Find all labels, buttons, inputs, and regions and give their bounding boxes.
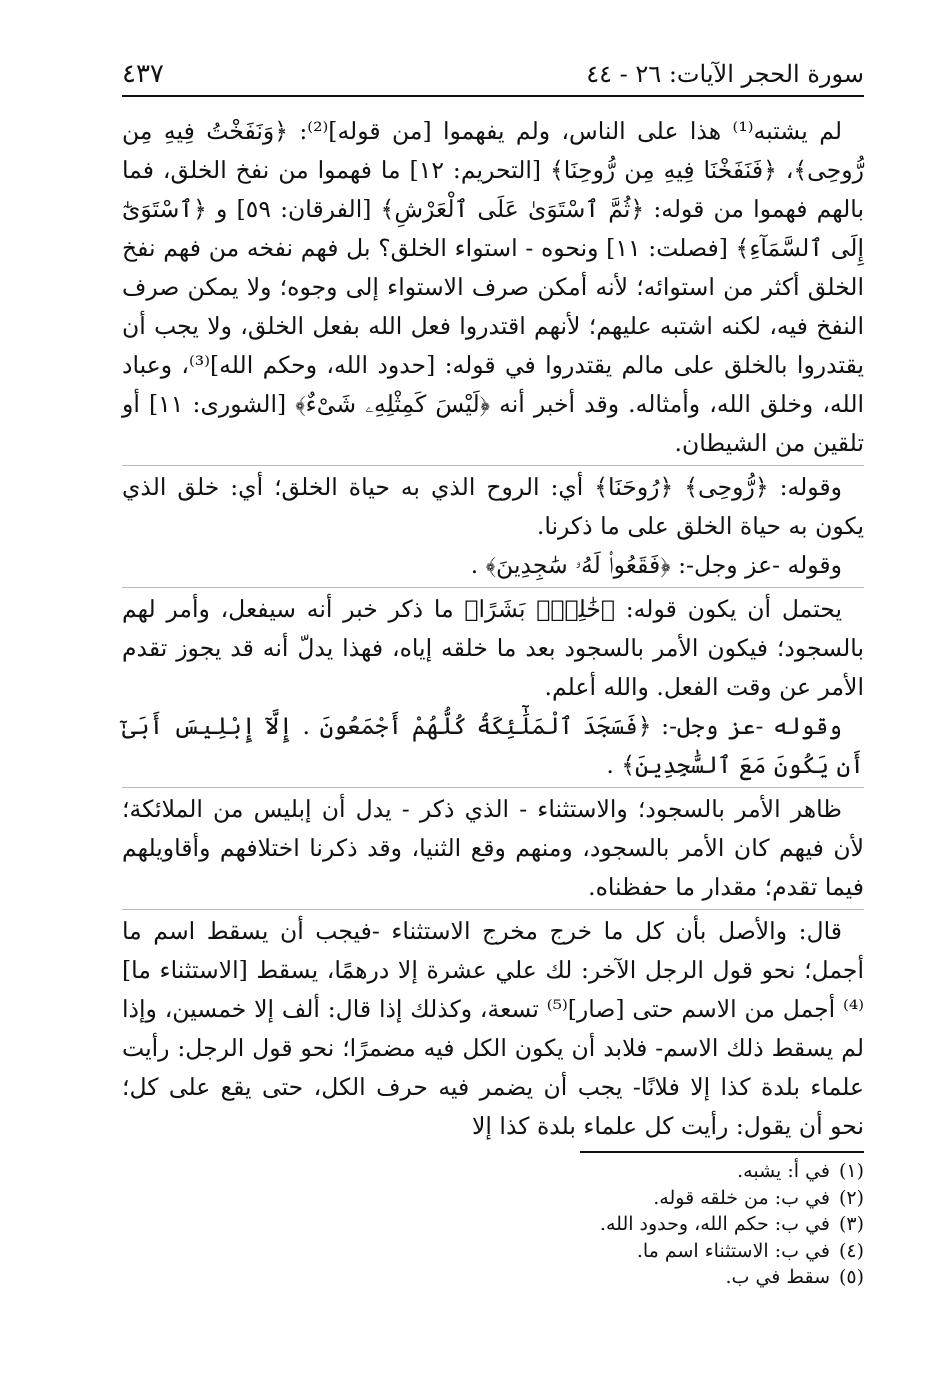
footnote bbox=[500, 1185, 864, 1212]
header-divider bbox=[122, 95, 864, 97]
footnote-text: سقط في ب. bbox=[725, 1266, 830, 1288]
footnote-number: (٣) bbox=[838, 1213, 864, 1235]
footnote-text: في ب: الاستثناء اسم ما. bbox=[636, 1239, 830, 1262]
main-text bbox=[122, 112, 864, 1146]
paragraph: وقوله: ﴿رُّوحِى﴾ ﴿رُوحَنَا﴾ أي: الروح الذي به حياة الخلق؛ أي: خلق الذي يكون به حياة الخلق على ما ذكرنا. bbox=[122, 465, 864, 546]
footnote bbox=[500, 1264, 864, 1291]
footnote-number: (٥) bbox=[838, 1266, 864, 1288]
paragraph: قال: والأصل بأن كل ما خرج مخرج الاستثناء -فيجب أن يسقط اسم ما أجمل؛ نحو قول الرجل الآخر: لك علي عشرة إلا درهمًا، يسقط [الاستثناء ما]⁽⁴⁾ أجمل من الاسم حتى [صار]⁽⁵⁾ تسعة، وكذلك إذا قال: ألف إلا خمسين، وإذا لم يسقط ذلك الاسم- فلابد أن يكون الكل فيه مضمرًا؛ نحو قول الرجل: رأيت علماء بلدة كذا إلا فلانًا- يجب أن يضمر فيه حرف الكل، حتى يقع على كل؛ نحو أن يقول: رأيت كل علماء بلدة كذا إلا bbox=[122, 909, 864, 1146]
chapter-title: سورة الحجر الآيات: ٢٦ - ٤٤ bbox=[586, 60, 864, 88]
page-number: ٤٣٧ bbox=[122, 59, 164, 89]
paragraph: وقوله -عز وجل-: ﴿فَقَعُوا۟ لَهُۥ سَٰجِدِينَ﴾ . bbox=[470, 551, 842, 579]
footnote-number: (٢) bbox=[838, 1186, 864, 1209]
footnote bbox=[500, 1158, 864, 1185]
footnotes bbox=[500, 1158, 864, 1291]
running-header bbox=[122, 54, 864, 94]
footnote-text: في ب: حكم الله، وحدود الله. bbox=[599, 1213, 830, 1235]
paragraph: ظاهر الأمر بالسجود؛ والاستثناء - الذي ذكر - يدل أن إبليس من الملائكة؛ لأن فيهم كان الأمر بالسجود، ومنهم وقع الثنيا، وقد ذكرنا اختلافهم وأقاويلهم فيما تقدم؛ مقدار ما حفظناه. bbox=[122, 787, 864, 907]
footnote bbox=[500, 1238, 864, 1265]
footnote-number: (١) bbox=[838, 1160, 864, 1182]
footnote bbox=[500, 1211, 864, 1238]
paragraph: يحتمل أن يكون قوله: ﴿خَٰلِقٌۢ بَشَرًا﴾ ما ذكر خبر أنه سيفعل، وأمر لهم بالسجود؛ فيكون الأمر بالسجود بعد ما خلقه إياه، فهذا يدلّ أنه قد يجوز تقدم الأمر عن وقت الفعل. والله أعلم. bbox=[122, 587, 864, 707]
footnote-text: في أ: يشبه. bbox=[737, 1160, 830, 1182]
paragraph: لم يشتبه⁽¹⁾ هذا على الناس، ولم يفهموا [من قوله]⁽²⁾: ﴿وَنَفَخْتُ فِيهِ مِن رُّوحِى﴾، ﴿فَنَفَخْنَا فِيهِ مِن رُّوحِنَا﴾ [التحريم: ١٢] ما فهموا من نفخ الخلق، فما بالهم فهموا من قوله: ﴿ثُمَّ ٱسْتَوَىٰ عَلَى ٱلْعَرْشِ﴾ [الفرقان: ٥٩] و ﴿ٱسْتَوَىٰٓ إِلَى ٱلسَّمَآءِ﴾ [فصلت: ١١] ونحوه - استواء الخلق؟ بل فهم نفخه من فهم نفخ الخلق أكثر من استوائه؛ لأنه أمكن صرف الاستواء إلى وجوه؛ ولا يمكن صرف النفخ فيه، لكنه اشتبه عليهم؛ لأنهم اقتدروا فعل الله بفعل الخلق، ولا يجب أن يقتدروا بالخلق على مالم يقتدروا في قوله: [حدود الله، وحكم الله]⁽³⁾، وعباد الله، وخلق الله، وأمثاله. وقد أخبر أنه ﴿لَيْسَ كَمِثْلِهِۦ شَىْءٌ﴾ [الشورى: ١١] أو تلقين من الشيطان. bbox=[122, 117, 865, 457]
footnote-number: (٤) bbox=[838, 1239, 864, 1262]
paragraph: وقوله -عز وجل-: ﴿فَسَجَدَ ٱلْمَلَٰٓئِكَةُ كُلُّهُمْ أَجْمَعُونَ . إِلَّآ إِبْلِيسَ أَبَىٰٓ أَن يَكُونَ مَعَ ٱلسَّٰجِدِينَ﴾ . bbox=[122, 712, 864, 779]
footnote-divider bbox=[580, 1151, 864, 1153]
footnote-text: في ب: من خلقه قوله. bbox=[653, 1186, 830, 1209]
